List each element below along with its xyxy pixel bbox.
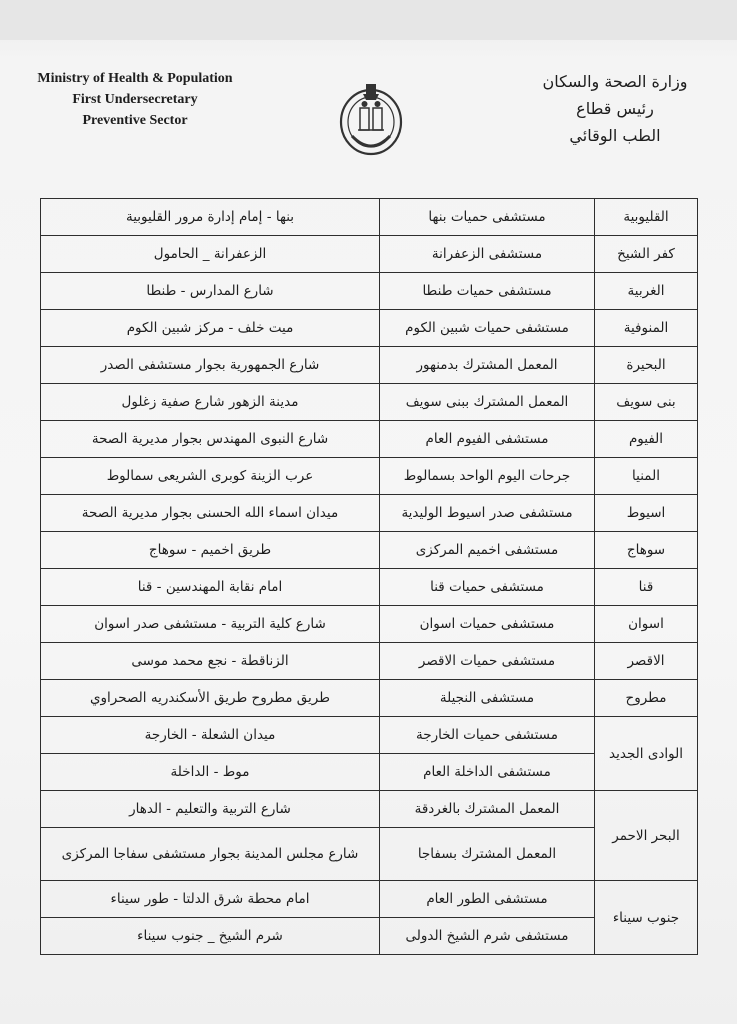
table-row (41, 569, 698, 606)
facility-cell: مستشفى حميات الاقصر (380, 643, 595, 680)
table-row (41, 347, 698, 384)
arabic-letterhead (515, 68, 715, 149)
governorate-cell: اسيوط (595, 495, 698, 532)
ministry-name-ar: وزارة الصحة والسكان (542, 72, 688, 91)
address-cell: شارع مجلس المدينة بجوار مستشفى سفاجا المركزى (41, 828, 380, 881)
address-cell: الزعفرانة _ الحامول (41, 236, 380, 273)
facility-cell: مستشفى اخميم المركزى (380, 532, 595, 569)
address-cell: شارع الجمهورية بجوار مستشفى الصدر (41, 347, 380, 384)
governorate-cell: الغربية (595, 273, 698, 310)
table-row (41, 680, 698, 717)
table-row (41, 643, 698, 680)
governorate-cell: قنا (595, 569, 698, 606)
table-row (41, 495, 698, 532)
address-cell: امام نقابة المهندسين - قنا (41, 569, 380, 606)
governorate-cell: البحيرة (595, 347, 698, 384)
sector-name-en: Preventive Sector (82, 113, 188, 128)
facility-cell: مستشفى حميات اسوان (380, 606, 595, 643)
table-row (41, 881, 698, 918)
address-cell: شارع التربية والتعليم - الدهار (41, 791, 380, 828)
english-letterhead (0, 68, 270, 131)
facility-cell: مستشفى الطور العام (380, 881, 595, 918)
facility-cell: المعمل المشترك بدمنهور (380, 347, 595, 384)
governorate-cell: الوادى الجديد (595, 717, 698, 791)
governorate-cell: اسوان (595, 606, 698, 643)
governorate-cell: الاقصر (595, 643, 698, 680)
table-row (41, 273, 698, 310)
governorate-cell: البحر الاحمر (595, 791, 698, 881)
governorate-cell: سوهاج (595, 532, 698, 569)
table-row (41, 310, 698, 347)
facility-cell: مستشفى حميات قنا (380, 569, 595, 606)
facility-cell: مستشفى الفيوم العام (380, 421, 595, 458)
table-row (41, 236, 698, 273)
undersecretary-en: First Undersecretary (72, 92, 198, 107)
governorate-cell: المنيا (595, 458, 698, 495)
facility-cell: جرحات اليوم الواحد بسمالوط (380, 458, 595, 495)
address-cell: امام محطة شرق الدلتا - طور سيناء (41, 881, 380, 918)
facility-cell: مستشفى حميات شبين الكوم (380, 310, 595, 347)
governorate-cell: بنى سويف (595, 384, 698, 421)
governorate-cell: كفر الشيخ (595, 236, 698, 273)
facilities-table (40, 198, 698, 955)
table-row (41, 717, 698, 754)
ministry-name-en: Ministry of Health & Population (37, 71, 233, 86)
governorate-cell: القليوبية (595, 199, 698, 236)
facility-cell: مستشفى حميات الخارجة (380, 717, 595, 754)
address-cell: بنها - إمام إدارة مرور القليوبية (41, 199, 380, 236)
table-row (41, 421, 698, 458)
governorate-cell: المنوفية (595, 310, 698, 347)
address-cell: طريق مطروح طريق الأسكندريه الصحراوي (41, 680, 380, 717)
address-cell: موط - الداخلة (41, 754, 380, 791)
address-cell: الزناقطة - نجع محمد موسى (41, 643, 380, 680)
table-row (41, 606, 698, 643)
address-cell: مدينة الزهور شارع صفية زغلول (41, 384, 380, 421)
address-cell: عرب الزينة كوبرى الشريعى سمالوط (41, 458, 380, 495)
facility-cell: مستشفى الزعفرانة (380, 236, 595, 273)
facility-cell: المعمل المشترك بسفاجا (380, 828, 595, 881)
table-row (41, 384, 698, 421)
facility-cell: المعمل المشترك بالغردقة (380, 791, 595, 828)
undersecretary-ar: رئيس قطاع (576, 99, 654, 118)
sector-name-ar: الطب الوقائي (569, 126, 661, 145)
facility-cell: مستشفى صدر اسيوط الوليدية (380, 495, 595, 532)
address-cell: طريق اخميم - سوهاج (41, 532, 380, 569)
facility-cell: مستشفى النجيلة (380, 680, 595, 717)
facility-cell: المعمل المشترك ببنى سويف (380, 384, 595, 421)
facility-cell: مستشفى الداخلة العام (380, 754, 595, 791)
address-cell: شارع كلية التربية - مستشفى صدر اسوان (41, 606, 380, 643)
address-cell: ميدان الشعلة - الخارجة (41, 717, 380, 754)
address-cell: شارع المدارس - طنطا (41, 273, 380, 310)
table-row (41, 199, 698, 236)
address-cell: ميدان اسماء الله الحسنى بجوار مديرية الصحة (41, 495, 380, 532)
facilities-table-body (41, 199, 698, 955)
address-cell: ميت خلف - مركز شبين الكوم (41, 310, 380, 347)
address-cell: شرم الشيخ _ جنوب سيناء (41, 918, 380, 955)
table-row (41, 532, 698, 569)
ministry-emblem-icon (336, 78, 406, 158)
facility-cell: مستشفى شرم الشيخ الدولى (380, 918, 595, 955)
table-row (41, 791, 698, 828)
governorate-cell: جنوب سيناء (595, 881, 698, 955)
address-cell: شارع النبوى المهندس بجوار مديرية الصحة (41, 421, 380, 458)
facility-cell: مستشفى حميات طنطا (380, 273, 595, 310)
governorate-cell: مطروح (595, 680, 698, 717)
facility-cell: مستشفى حميات بنها (380, 199, 595, 236)
table-row (41, 458, 698, 495)
governorate-cell: الفيوم (595, 421, 698, 458)
page-top-edge (0, 0, 737, 40)
